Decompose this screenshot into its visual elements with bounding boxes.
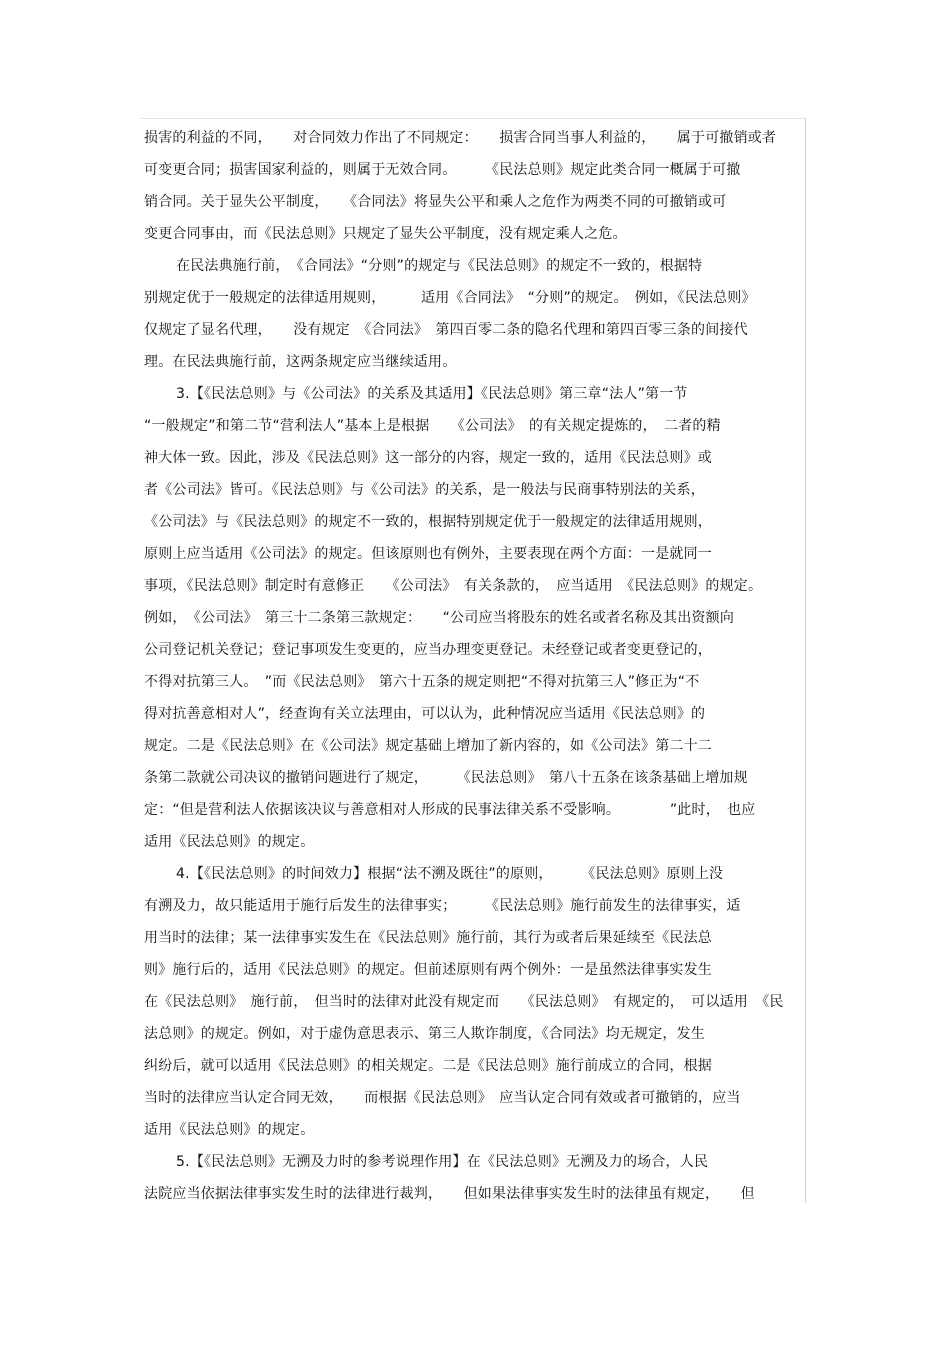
text-line: 者《公司法》皆可。《民法总则》与《公司法》的关系，是一般法与民商事特别法的关系， <box>144 482 705 498</box>
text-line: 适用《民法总则》的规定。 <box>144 834 315 850</box>
text-line: 可变更合同；损害国家利益的，则属于无效合同。 《民法总则》规定此类合同一概属于可撤 <box>144 162 741 178</box>
text-line: 适用《民法总则》的规定。 <box>144 1122 315 1138</box>
text-line: 法总则》的规定。例如，对于虚伪意思表示、第三人欺诈制度，《合同法》均无规定，发生 <box>144 1026 705 1042</box>
text-line: 在《民法总则》 施行前， 但当时的法律对此没有规定而 《民法总则》 有规定的， 可以适用 《民 <box>144 994 784 1010</box>
text-line: 仅规定了显名代理， 没有规定 《合同法》 第四百零二条的隐名代理和第四百零三条的间接代 <box>144 322 748 338</box>
text-line: 变更合同事由，而《民法总则》只规定了显失公平制度，没有规定乘人之危。 <box>144 226 627 242</box>
text-line: 定：“但是营利法人依据该决议与善意相对人形成的民事法律关系不受影响。 ”此时， 也应 <box>144 802 756 818</box>
text-line: 在民法典施行前， 《合同法》“分则”的规定与《民法总则》的规定不一致的，根据特 <box>176 258 703 274</box>
text-line: 例如， 《公司法》 第三十二条第三款规定： “公司应当将股东的姓名或者名称及其出资额向 <box>144 610 735 626</box>
text-line: 别规定优于一般规定的法律适用规则， 适用《合同法》 “分则”的规定。 例如，《民法总则》 <box>144 290 756 306</box>
text-line: 则》施行后的，适用《民法总则》的规定。但前述原则有两个例外：一是虽然法律事实发生 <box>144 962 712 978</box>
text-line: 得对抗善意相对人”，经查询有关立法理由，可以认为，此种情况应当适用《民法总则》的 <box>144 706 706 722</box>
text-line: 不得对抗第三人。 ”而《民法总则》 第六十五条的规定则把“不得对抗第三人”修正为“不 <box>144 674 700 690</box>
text-line: 5.【《民法总则》无溯及力时的参考说理作用】在《民法总则》无溯及力的场合，人民 <box>176 1154 709 1170</box>
text-line: 原则上应当适用《公司法》的规定。但该原则也有例外，主要表现在两个方面：一是就同一 <box>144 546 712 562</box>
text-line: 《公司法》与《民法总则》的规定不一致的，根据特别规定优于一般规定的法律适用规则， <box>144 514 712 530</box>
text-line: 神大体一致。因此，涉及《民法总则》这一部分的内容，规定一致的，适用《民法总则》或 <box>144 450 712 466</box>
text-line: 纠纷后，就可以适用《民法总则》的相关规定。二是《民法总则》施行前成立的合同，根据 <box>144 1058 712 1074</box>
text-line: 销合同。关于显失公平制度， 《合同法》将显失公平和乘人之危作为两类不同的可撤销或可 <box>144 194 727 210</box>
text-line: 用当时的法律；某一法律事实发生在《民法总则》施行前，其行为或者后果延续至《民法总 <box>144 930 712 946</box>
text-line: 法院应当依据法律事实发生时的法律进行裁判， 但如果法律事实发生时的法律虽有规定， 但 <box>144 1186 755 1202</box>
text-line: 理。在民法典施行前，这两条规定应当继续适用。 <box>144 354 457 370</box>
text-line: 当时的法律应当认定合同无效， 而根据《民法总则》 应当认定合同有效或者可撤销的，应当 <box>144 1090 741 1106</box>
document-body <box>144 122 806 1210</box>
text-line: 公司登记机关登记；登记事项发生变更的，应当办理变更登记。未经登记或者变更登记的， <box>144 642 712 658</box>
text-line: 损害的利益的不同， 对合同效力作出了不同规定： 损害合同当事人利益的， 属于可撤销或者 <box>144 130 777 146</box>
text-line: 条第二款就公司决议的撤销问题进行了规定， 《民法总则》 第八十五条在该条基础上增加规 <box>144 770 748 786</box>
text-line: 有溯及力，故只能适用于施行后发生的法律事实； 《民法总则》施行前发生的法律事实，适 <box>144 898 741 914</box>
text-line: 4.【《民法总则》的时间效力】根据“法不溯及既往”的原则， 《民法总则》原则上没 <box>176 866 724 882</box>
text-line: 事项，《民法总则》制定时有意修正 《公司法》 有关条款的， 应当适用 《民法总则》的规定。 <box>144 578 763 594</box>
text-line: “一般规定”和第二节“营利法人”基本上是根据 《公司法》 的有关规定提炼的， 二者的精 <box>144 418 721 434</box>
text-line: 3.【《民法总则》与《公司法》的关系及其适用】《民法总则》第三章“法人”第一节 <box>176 386 688 402</box>
text-line: 规定。二是《民法总则》在《公司法》规定基础上增加了新内容的，如《公司法》第二十二 <box>144 738 712 754</box>
